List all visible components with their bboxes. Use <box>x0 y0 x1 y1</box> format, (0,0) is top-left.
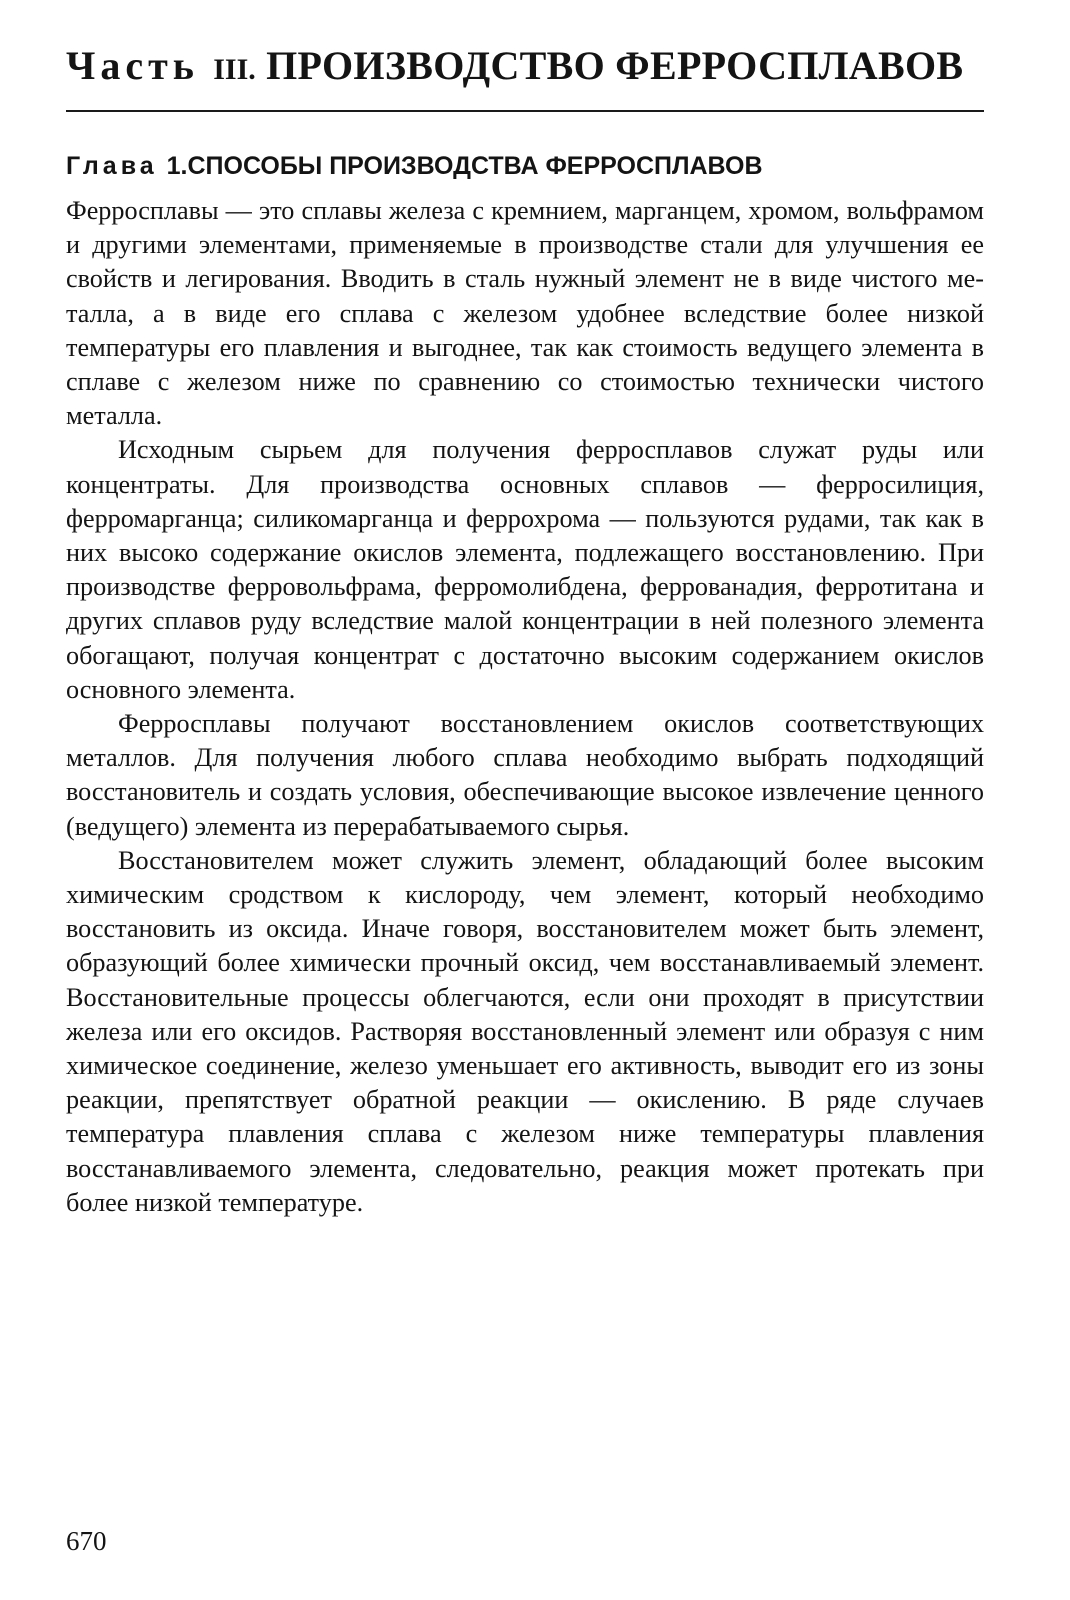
part-title: ПРОИЗВОДСТВО ФЕРРОСПЛАВОВ <box>266 43 964 88</box>
part-heading <box>66 38 984 98</box>
part-prefix: Часть <box>66 43 199 88</box>
page-content <box>66 38 984 1220</box>
chapter-number: 1. <box>166 152 188 180</box>
chapter-title: СПОСОБЫ ПРОИЗВОДСТВА ФЕРРОСПЛАВОВ <box>187 152 763 180</box>
chapter-heading <box>66 150 984 182</box>
paragraph-1: Ферросплавы — это сплавы железа с кремнием, марганцем, хромом, вольфрамом и другими элементами, применяемые в производстве стали для улучшения ее свойств и легирования. Вводить в сталь нужный элемент не в виде чистого металла, а в виде его сплава с железом удобнее вследствие более низкой температуры его плавления и выгоднее, так как стоимость ведущего элемента в сплаве с железом ниже по сравнению со стоимостью технически чистого металла. <box>66 196 984 431</box>
chapter-prefix: Глава <box>66 152 158 180</box>
paragraph-4: Восстановителем может служить элемент, обладающий более высоким химическим сродством к кислороду, чем элемент, который необходимо восстановить из оксида. Иначе говоря, восстановителем может быть элемент, образующий более химически прочный оксид, чем восстанавливаемый элемент. Восстановительные процессы облегчаются, если они проходят в присутствии железа или его оксидов. Растворяя восстановленный элемент или образуя с ним химическое соединение, железо уменьшает его активность, выводит его из зоны реакции, препятствует обратной реакции — окислению. В ряде случаев температура плавления сплава с железом ниже температуры плавления восстанавливаемого элемента, следовательно, реакция может протекать при более низкой температуре. <box>66 845 984 1217</box>
paragraph-2: Исходным сырьем для получения ферросплавов служат руды или концентраты. Для производства основных сплавов — ферросилиция, ферромарганца; силикомарганца и феррохрома — пользуются рудами, так как в них высоко содержание окислов элемента, подлежащего восстановлению. При производстве ферровольфрама, ферромолибдена, феррованадия, ферротитана и других сплавов руду вследствие малой концентрации в ней полезного элемента обогащают, получая концентрат с достаточно высоким содержанием окислов основного элемента. <box>66 435 984 704</box>
heading-divider <box>66 110 984 112</box>
body-text <box>66 194 984 1220</box>
part-number: III. <box>213 53 256 86</box>
page-number: 670 <box>66 1526 107 1556</box>
paragraph-3: Ферросплавы получают восстановлением окислов соответствующих металлов. Для получения любого сплава необходимо выбрать подходящий восстановитель и создать условия, обеспечивающие высокое извлечение ценного (ведущего) элемента из перерабатываемого сырья. <box>66 709 984 841</box>
